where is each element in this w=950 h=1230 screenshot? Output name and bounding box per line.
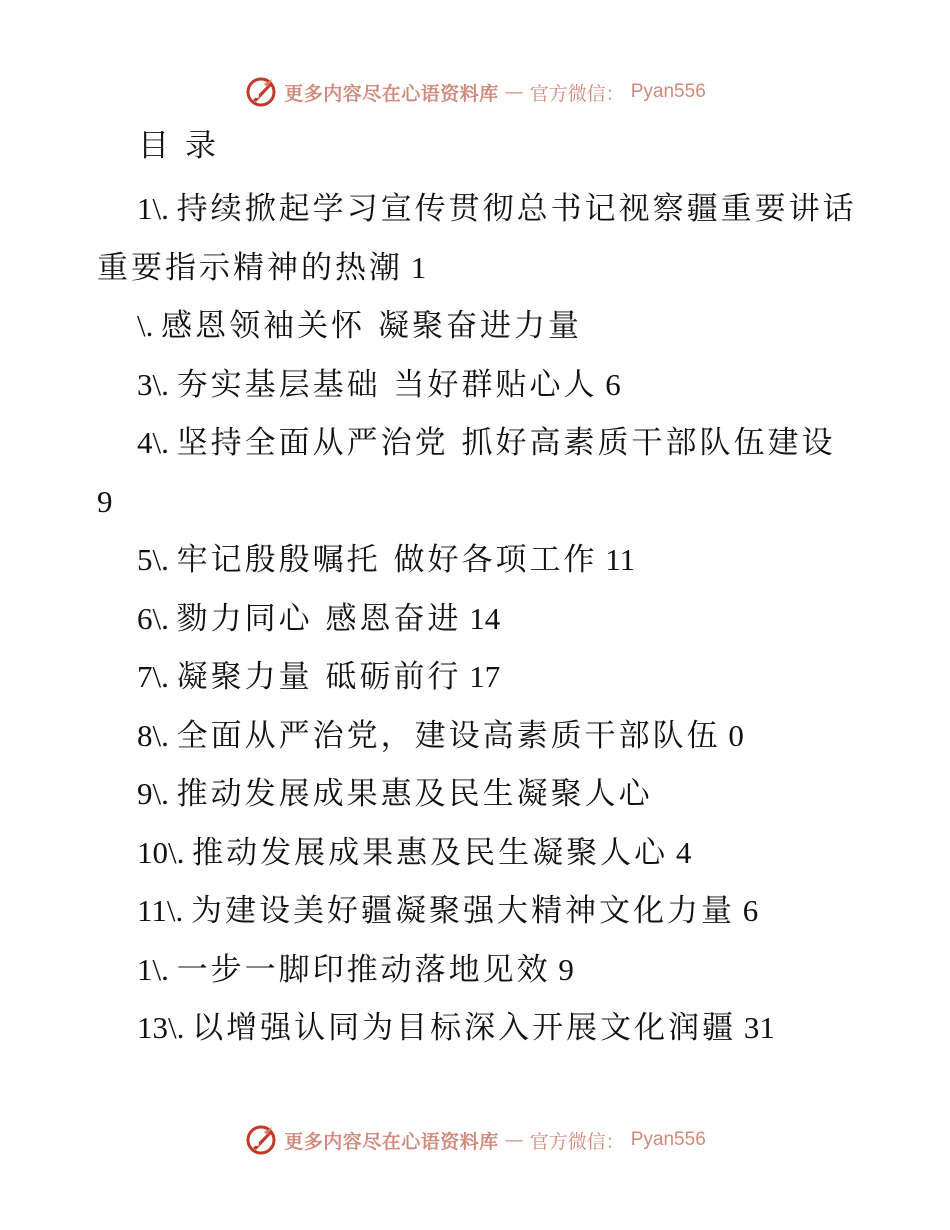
toc-entry-number: 9\. <box>137 776 177 811</box>
toc-entry <box>97 707 857 766</box>
toc-entry-page: 9 <box>97 483 113 519</box>
toc-entry-text: 推动发展成果惠及民生凝聚人心 <box>176 776 653 812</box>
toc-entry-page: 14 <box>461 600 501 636</box>
toc-entry <box>97 648 857 707</box>
toc-entry <box>97 882 857 941</box>
toc-title: 目录 <box>138 128 232 164</box>
toc-entry <box>97 180 857 297</box>
toc-entry-text: 一步一脚印推动落地见效 <box>176 951 551 988</box>
toc-entry-page: 4 <box>668 834 692 870</box>
toc-entry <box>97 590 857 649</box>
toc-entry-text: 持续掀起学习宣传贯彻总书记视察疆重要讲话重要指示精神的热潮 <box>97 191 857 286</box>
toc-entry-text: 坚持全面从严治党 抓好高素质干部队伍建设 <box>176 425 836 461</box>
footer-banner-separator: — <box>504 1129 524 1151</box>
toc-entry-number: 5\. <box>137 542 177 577</box>
toc-entry-text: 夯实基层基础 当好群贴心人 <box>176 366 598 403</box>
header-banner <box>0 70 950 114</box>
header-banner-text: 更多内容尽在心语资料库 <box>284 82 499 105</box>
toc-entry-number: 10\. <box>137 834 193 870</box>
toc-entry <box>97 999 857 1058</box>
toc-entry <box>97 297 857 356</box>
toc-entry <box>97 824 857 883</box>
toc-entry-text: 以增强认同为目标深入开展文化润疆 <box>192 1010 737 1046</box>
toc-entry <box>97 765 857 824</box>
toc-entry-page: 31 <box>736 1010 775 1045</box>
toc-entry-text: 牢记殷殷嘱托 做好各项工作 <box>176 542 598 578</box>
footer-weixin-id: Pyan556 <box>630 1129 706 1150</box>
toc-entry-number: 4\. <box>137 425 177 460</box>
toc-entry <box>97 414 857 531</box>
header-weixin-label: 官方微信： <box>529 82 625 105</box>
toc-entry-text: 为建设美好疆凝聚强大精神文化力量 <box>190 893 735 929</box>
toc-entry-page: 17 <box>461 659 501 694</box>
footer-banner-text: 更多内容尽在心语资料库 <box>284 1130 499 1153</box>
toc-entry-number: 11\. <box>137 893 191 928</box>
quill-logo-icon <box>244 75 278 109</box>
footer-banner <box>0 1118 950 1162</box>
header-weixin-id: Pyan556 <box>630 81 706 102</box>
toc-entry-text: 全面从严治党，建设高素质干部队伍 <box>176 717 721 754</box>
toc-entry-number: \. <box>137 308 162 343</box>
toc-list <box>97 180 857 1058</box>
toc-entry-text: 感恩领袖关怀 凝聚奋进力量 <box>161 308 582 344</box>
toc-entry-page: 11 <box>597 542 636 577</box>
toc-entry <box>97 941 857 1000</box>
toc-entry-page: 0 <box>720 717 744 753</box>
toc-entry <box>97 356 857 415</box>
toc-entry-number: 1\. <box>137 951 177 987</box>
toc-entry-text: 推动发展成果惠及民生凝聚人心 <box>192 834 669 871</box>
toc-entry-number: 3\. <box>137 366 177 402</box>
toc-entry-text: 凝聚力量 砥砺前行 <box>176 659 462 695</box>
footer-weixin-label: 官方微信： <box>529 1130 625 1153</box>
toc-entry <box>97 531 857 590</box>
toc-entry-number: 8\. <box>137 717 177 753</box>
toc-entry-page: 9 <box>550 951 574 987</box>
quill-logo-icon <box>244 1123 278 1157</box>
toc-entry-page: 6 <box>597 366 621 402</box>
toc-entry-number: 13\. <box>137 1010 193 1045</box>
toc-entry-number: 7\. <box>137 659 177 694</box>
toc-entry-page: 1 <box>403 249 427 285</box>
toc-entry-text: 勠力同心 感恩奋进 <box>176 600 462 637</box>
header-banner-separator: — <box>504 81 524 103</box>
toc-entry-page: 6 <box>734 893 759 928</box>
toc-entry-number: 6\. <box>137 600 177 636</box>
toc-entry-number: 1\. <box>137 191 177 226</box>
